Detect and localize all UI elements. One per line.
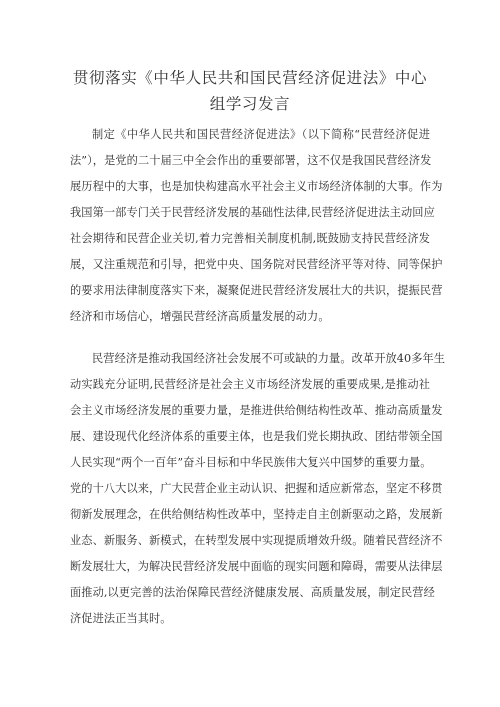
paragraph-2-line: 济促进法正当其时。 [70, 612, 172, 625]
paragraph-2-line: 彻新发展理念，在供给侧结构性改革中，坚持走自主创新驱动之路，发展新 [70, 508, 443, 521]
paragraph-1-line: 我国第一部专门关于民营经济发展的基础性法律,民营经济促进法主动回应 [70, 206, 435, 219]
paragraph-1-line: 社会期待和民营企业关切,着力完善相关制度机制,既鼓励支持民营经济发 [70, 232, 430, 245]
paragraph-2-line: 会主义市场经济发展的重要力量，是推进供给侧结构性改革、推动高质量发 [70, 404, 443, 417]
paragraph-1-line: 展历程中的大事，也是加快构建高水平社会主义市场经济体制的大事。作为 [70, 180, 443, 193]
paragraph-2-line: 业态、新服务、新模式，在转型发展中实现提质增效升级。随着民营经济不 [70, 534, 443, 547]
paragraph-2-line: 人民实现“两个一百年”奋斗目标和中华民族伟大复兴中国梦的重要力量。 [70, 456, 432, 469]
paragraph-2-line: 民营经济是推动我国经济社会发展不可或缺的力量。改革开放40多年生 [92, 352, 446, 365]
paragraph-2-line: 展、建设现代化经济体系的重要主体，也是我们党长期执政、团结带领全国 [70, 430, 443, 443]
paragraph-2-line: 断发展壮大，为解决民营经济发展中面临的现实问题和障碍，需要从法律层 [70, 560, 443, 573]
document-title-line-2: 组学习发言 [209, 95, 291, 113]
paragraph-1-line: 法”），是党的二十届三中全会作出的重要部署，这不仅是我国民营经济发 [70, 154, 432, 167]
paragraph-1-line: 的要求用法律制度落实下来，凝聚促进民营经济发展壮大的共识，提振民营 [70, 284, 443, 297]
paragraph-2-line: 党的十八大以来，广大民营企业主动认识、把握和适应新常态，坚定不移贯 [70, 482, 443, 495]
paragraph-1-line: 展，又注重规范和引导，把党中央、国务院对民营经济平等对待、同等保护 [70, 258, 443, 271]
paragraph-1-line: 经济和市场信心，增强民营经济高质量发展的动力。 [70, 310, 330, 323]
document-title-line-1: 贯彻落实《中华人民共和国民营经济促进法》中心 [72, 69, 428, 87]
paragraph-1-line: 制定《中华人民共和国民营经济促进法》（以下简称“民营经济促进 [92, 128, 430, 141]
paragraph-2-line: 面推动,以更完善的法治保障民营经济健康发展、高质量发展，制定民营经 [70, 586, 435, 599]
paragraph-2-line: 动实践充分证明,民营经济是社会主义市场经济发展的重要成果,是推动社 [70, 378, 430, 391]
